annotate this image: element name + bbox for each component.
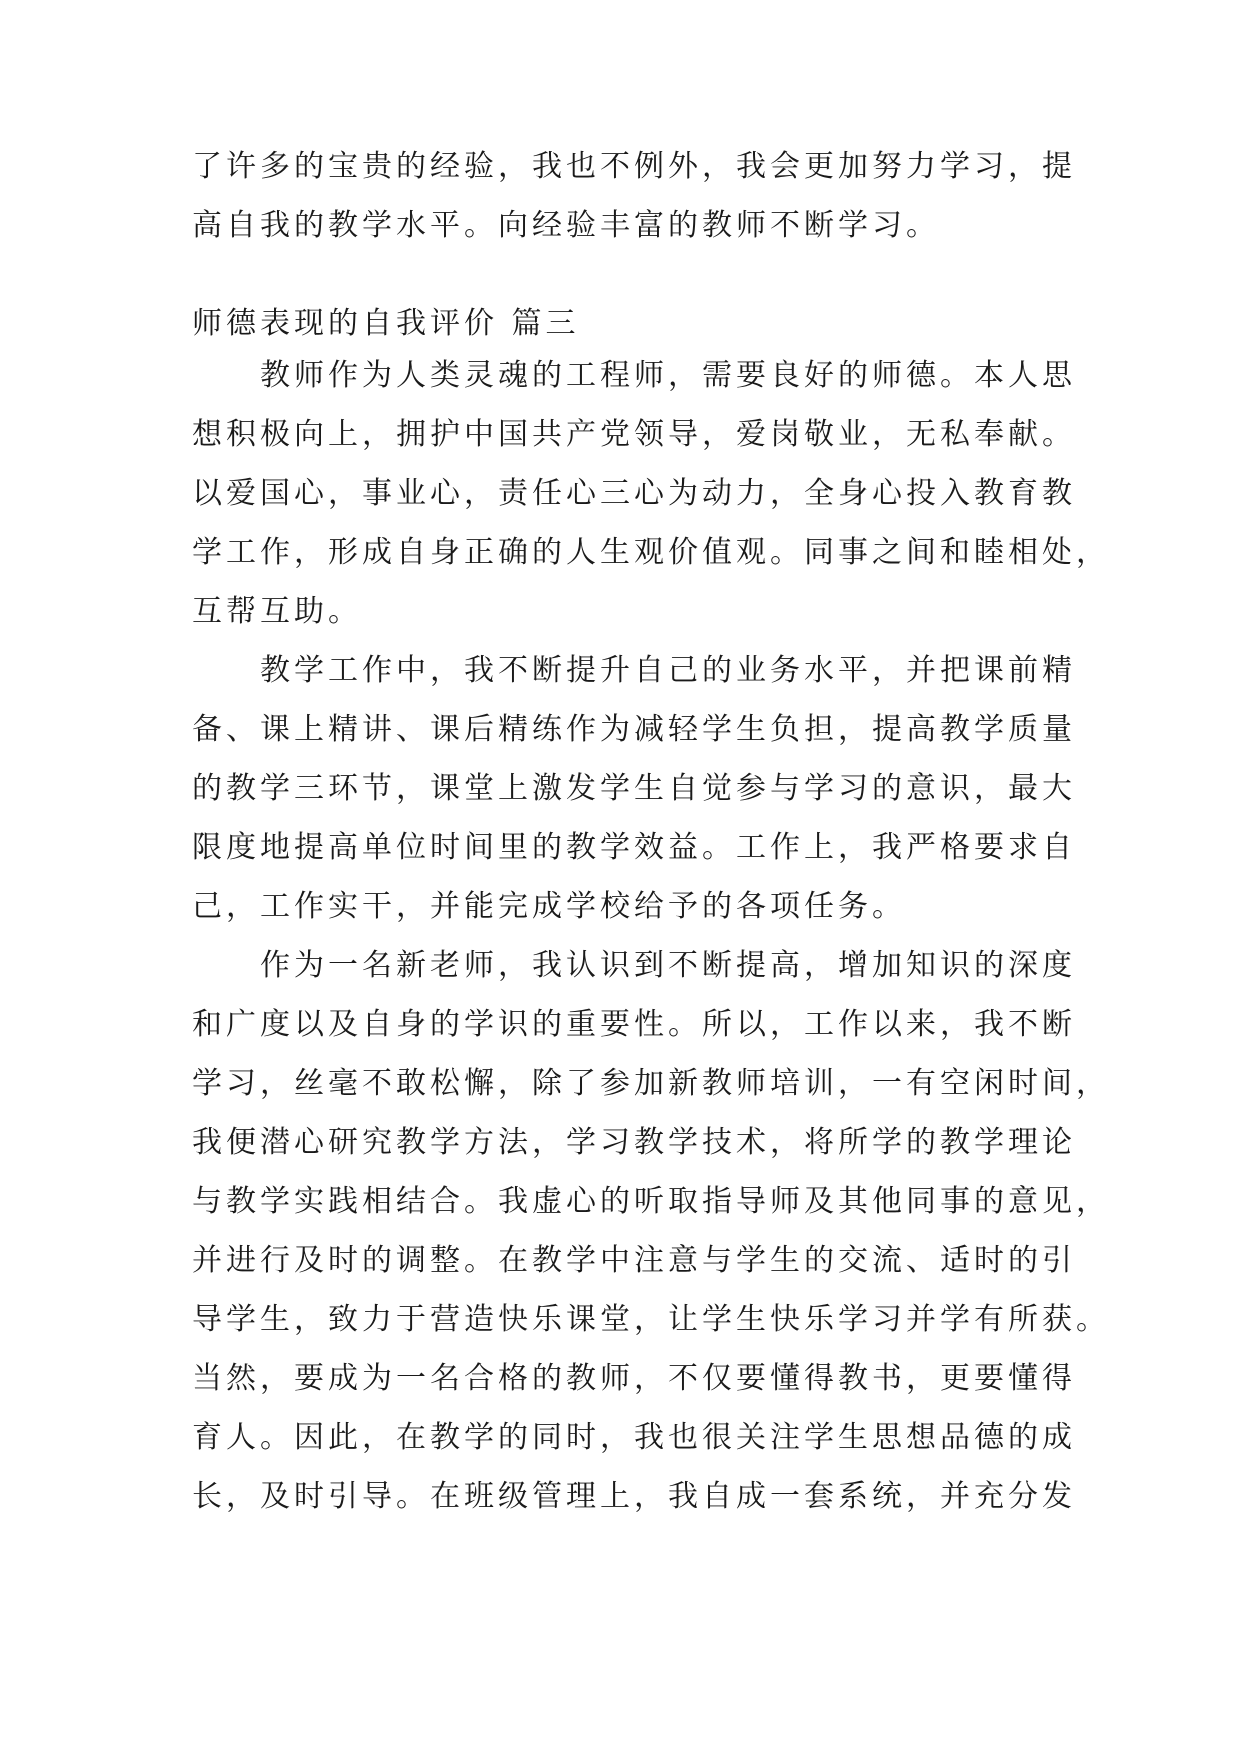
text-line: 了许多的宝贵的经验，我也不例外，我会更加努力学习，提: [192, 149, 1076, 184]
text-line: 备、课上精讲、课后精练作为减轻学生负担，提高教学质量: [192, 712, 1076, 747]
paragraph-1: [192, 346, 1110, 641]
text-line: 互帮互助。: [192, 594, 362, 629]
text-line: 我便潜心研究教学方法，学习教学技术，将所学的教学理论: [192, 1125, 1076, 1160]
text-line: 长，及时引导。在班级管理上，我自成一套系统，并充分发: [192, 1479, 1076, 1514]
text-line: 育人。因此，在教学的同时，我也很关注学生思想品德的成: [192, 1420, 1076, 1455]
text-line: 高自我的教学水平。向经验丰富的教师不断学习。: [192, 208, 940, 243]
text-line: 当然，要成为一名合格的教师，不仅要懂得教书，更要懂得: [192, 1361, 1076, 1396]
text-line: 作为一名新老师，我认识到不断提高，增加知识的深度: [260, 948, 1076, 983]
text-line: 并进行及时的调整。在教学中注意与学生的交流、适时的引: [192, 1243, 1076, 1278]
text-line: 教学工作中，我不断提升自己的业务水平，并把课前精: [260, 653, 1076, 688]
text-line: 以爱国心，事业心，责任心三心为动力，全身心投入教育教: [192, 476, 1076, 511]
text-line: 想积极向上，拥护中国共产党领导，爱岗敬业，无私奉献。: [192, 417, 1076, 452]
paragraph-3: [192, 936, 1110, 1526]
text-line: 限度地提高单位时间里的教学效益。工作上，我严格要求自: [192, 830, 1076, 865]
text-line: 与教学实践相结合。我虚心的听取指导师及其他同事的意见，: [192, 1184, 1110, 1219]
text-line: 己，工作实干，并能完成学校给予的各项任务。: [192, 889, 906, 924]
continued-paragraph: [192, 137, 1076, 255]
section-title-text: 师德表现的自我评价 篇三: [192, 306, 580, 341]
text-line: 的教学三环节，课堂上激发学生自觉参与学习的意识，最大: [192, 771, 1076, 806]
text-line: 教师作为人类灵魂的工程师，需要良好的师德。本人思: [260, 358, 1076, 393]
text-line: 导学生，致力于营造快乐课堂，让学生快乐学习并学有所获。: [192, 1302, 1110, 1337]
text-line: 学工作，形成自身正确的人生观价值观。同事之间和睦相处，: [192, 535, 1110, 570]
paragraph-2: [192, 641, 1076, 936]
text-line: 学习，丝毫不敢松懈，除了参加新教师培训，一有空闲时间，: [192, 1066, 1110, 1101]
section-title: [192, 294, 1072, 353]
text-line: 和广度以及自身的学识的重要性。所以，工作以来，我不断: [192, 1007, 1076, 1042]
